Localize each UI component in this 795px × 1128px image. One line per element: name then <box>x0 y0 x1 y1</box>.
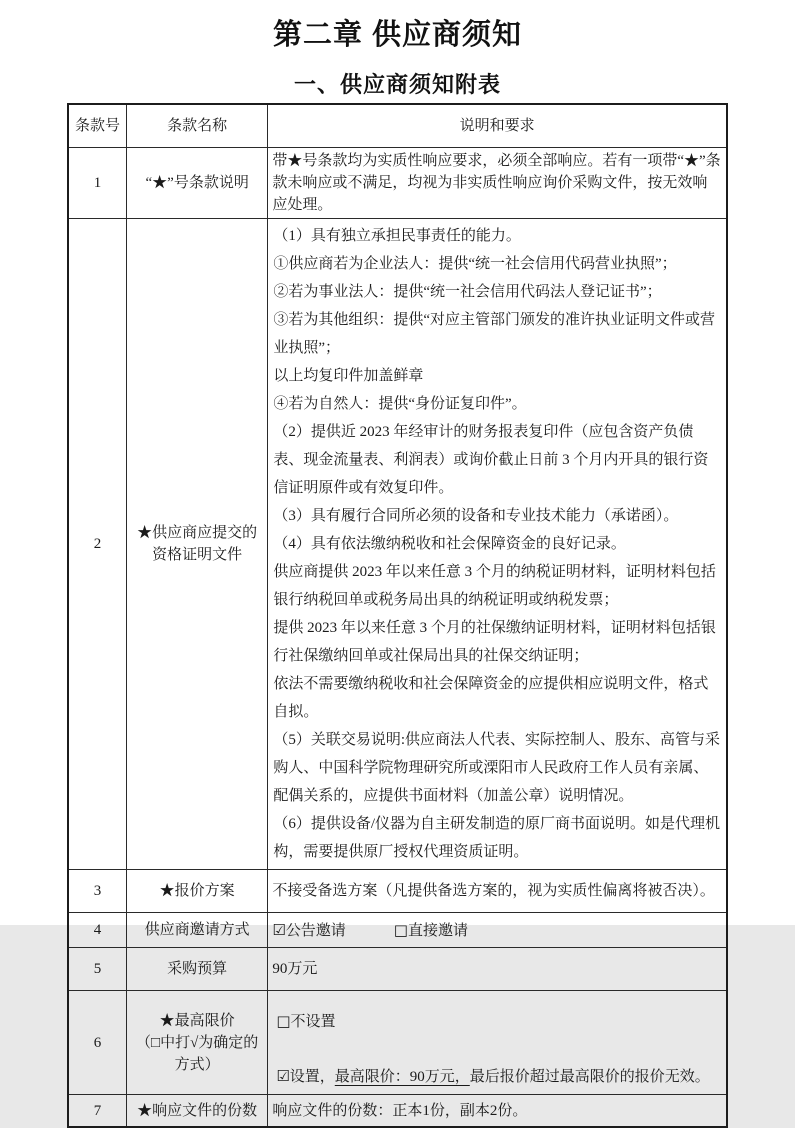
section-subtitle: 一、供应商须知附表 <box>293 72 501 97</box>
clause-name: 采购预算 <box>127 948 268 991</box>
checked-checkbox-icon: ☑ <box>272 920 286 939</box>
clause-no: 4 <box>68 913 127 948</box>
clause-name: “★”号条款说明 <box>127 148 268 219</box>
header-clause-name: 条款名称 <box>127 104 268 148</box>
description-line: （3）具有履行合同所必须的设备和专业技术能力（承诺函）。 <box>273 508 679 524</box>
clause-description <box>268 219 727 870</box>
description-line: ③若为其他组织：提供“对应主管部门颁发的准许执业证明文件或营业执照”； <box>273 312 715 356</box>
clause-description <box>268 991 727 1095</box>
clause-description: 不接受备选方案（凡提供备选方案的，视为实质性偏离将被否决）。 <box>268 870 727 913</box>
clause-no: 2 <box>68 219 127 870</box>
description-line: 以上均复印件加盖鲜章 <box>273 368 424 384</box>
price-cap-option-set <box>276 1064 722 1089</box>
description-line: 提供 2023 年以来任意 3 个月的社保缴纳证明材料，证明材料包括银行社保缴纳回单或社保局出具的社保交纳证明； <box>273 620 716 664</box>
table-row <box>68 870 727 913</box>
clause-description: 响应文件的份数：正本1份，副本2份。 <box>268 1095 727 1128</box>
clause-name: ★响应文件的份数 <box>127 1095 268 1128</box>
table-row <box>68 991 727 1095</box>
description-line: （2）提供近 2023 年经审计的财务报表复印件（应包含资产负债表、现金流量表、利润表）或询价截止日前 3 个月内开具的银行资信证明原件或有效复印件。 <box>273 424 709 496</box>
clause-no: 7 <box>68 1095 127 1128</box>
checked-checkbox-icon: ☑ <box>276 1067 290 1085</box>
description-line: ④若为自然人：提供“身份证复印件”。 <box>273 396 527 412</box>
option-text: 最后报价超过最高限价的报价无效。 <box>469 1069 710 1085</box>
unchecked-checkbox-icon: □ <box>393 920 408 939</box>
header-clause-no: 条款号 <box>68 104 127 148</box>
price-cap-option-unset <box>276 1009 722 1034</box>
description-line: ②若为事业法人：提供“统一社会信用代码法人登记证书”； <box>273 284 662 300</box>
description-line: （5）关联交易说明:供应商法人代表、实际控制人、股东、高管与采购人、中国科学院物理研究所或溧阳市人民政府工作人员有亲属、配偶关系的，应提供书面材料（加盖公章）说明情况。 <box>273 732 720 804</box>
description-line: 依法不需要缴纳税收和社会保障资金的应提供相应说明文件，格式自拟。 <box>273 676 709 720</box>
clause-no: 3 <box>68 870 127 913</box>
unchecked-checkbox-icon: □ <box>276 1012 291 1030</box>
clause-no: 6 <box>68 991 127 1095</box>
description-line: （4）具有依法缴纳税收和社会保障资金的良好记录。 <box>273 536 626 552</box>
clause-name: ★供应商应提交的资格证明文件 <box>127 219 268 870</box>
clause-name <box>127 991 268 1095</box>
table-row <box>68 148 727 219</box>
invitation-option-label: 公告邀请 <box>285 922 346 939</box>
table-row <box>68 219 727 870</box>
header-description: 说明和要求 <box>268 104 727 148</box>
table-row <box>68 1095 727 1128</box>
table-row <box>68 948 727 991</box>
invitation-option-label: 直接邀请 <box>407 922 468 939</box>
clause-description <box>268 913 727 948</box>
clause-no: 5 <box>68 948 127 991</box>
supplier-notice-table <box>67 103 728 1128</box>
max-price-value: 最高限价：90万元， <box>334 1069 470 1085</box>
description-line: （6）提供设备/仪器为自主研发制造的原厂商书面说明。如是代理机构，需要提供原厂授权代理资质证明。 <box>273 816 720 860</box>
description-line: （1）具有独立承担民事责任的能力。 <box>273 228 521 244</box>
clause-description: 90万元 <box>268 948 727 991</box>
clause-name-line: （□中打√为确定的方式） <box>136 1034 259 1073</box>
chapter-title: 第二章 供应商须知 <box>272 19 523 51</box>
description-line: 供应商提供 2023 年以来任意 3 个月的纳税证明材料，证明材料包括银行纳税回单或税务局出具的纳税证明或纳税发票； <box>273 564 716 608</box>
clause-description: 带★号条款均为实质性响应要求，必须全部响应。若有一项带“★”条款未响应或不满足，均视为非实质性响应询价采购文件，按无效响应处理。 <box>268 148 727 219</box>
table-header-row <box>68 104 727 148</box>
clause-name-line: ★最高限价 <box>159 1012 235 1029</box>
option-text: 设置， <box>289 1069 335 1085</box>
clause-name: ★报价方案 <box>127 870 268 913</box>
clause-name: 供应商邀请方式 <box>127 913 268 948</box>
clause-no: 1 <box>68 148 127 219</box>
option-label: 不设置 <box>290 1014 336 1030</box>
description-line: ①供应商若为企业法人：提供“统一社会信用代码营业执照”； <box>273 256 677 272</box>
table-row <box>68 913 727 948</box>
